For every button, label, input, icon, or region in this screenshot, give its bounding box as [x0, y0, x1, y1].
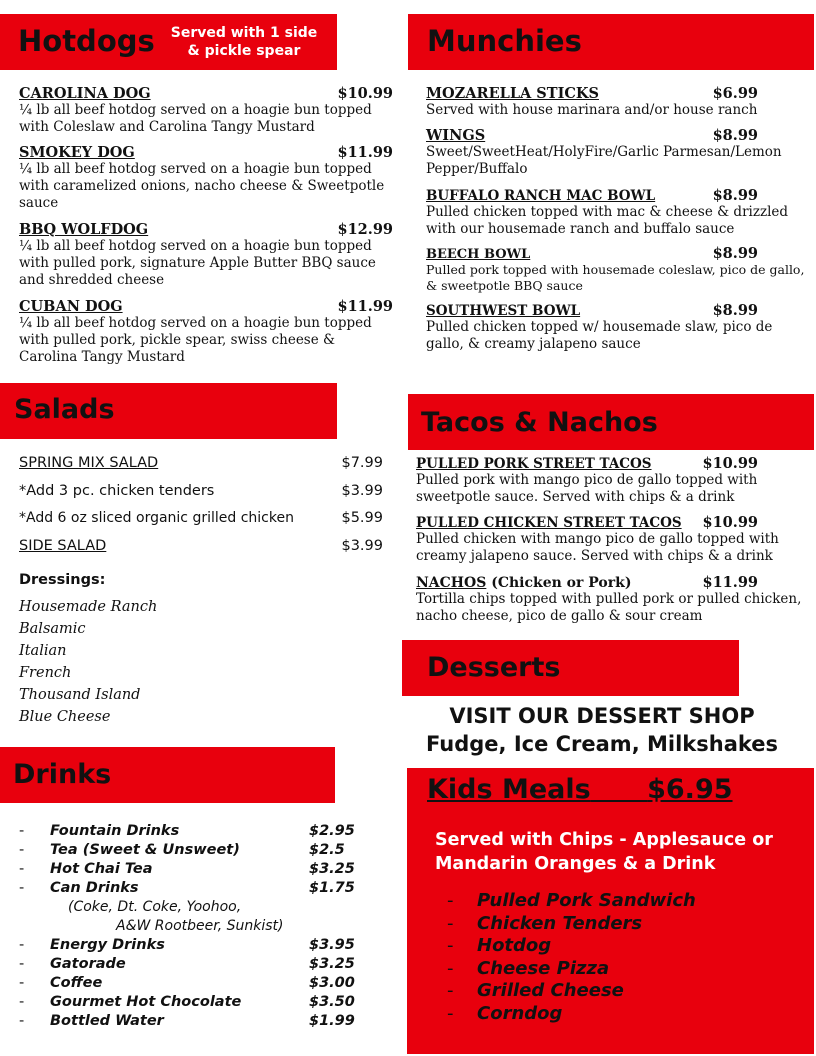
kids-item-label: Cheese Pizza — [477, 957, 610, 979]
menu-item — [416, 574, 808, 625]
item-name: NACHOS — [416, 575, 487, 591]
hotdogs-note-line2: & pickle spear — [187, 43, 301, 59]
item-name: SIDE SALAD — [19, 538, 107, 554]
item-price: $8.99 — [712, 302, 758, 319]
drink-price: $3.25 — [309, 861, 355, 877]
drink-row — [19, 1012, 369, 1031]
salad-row — [19, 538, 383, 572]
kids-item-label: Hotdog — [477, 935, 552, 957]
munchies-banner — [408, 14, 814, 70]
drink-row — [19, 860, 369, 879]
menu-item — [19, 221, 393, 298]
item-name-suffix: (Chicken or Pork) — [486, 575, 632, 591]
item-description: Sweet/SweetHeat/HolyFire/Garlic Parmesan/Lemon Pepper/Buffalo — [426, 144, 782, 177]
drinks-section — [19, 822, 369, 1031]
kids-item — [447, 980, 696, 1003]
kids-item — [447, 1003, 696, 1026]
item-name: *Add 6 oz sliced organic grilled chicken — [19, 510, 294, 526]
drink-row — [19, 955, 369, 974]
menu-item — [416, 514, 808, 574]
kids-title: Kids Meals — [427, 774, 591, 805]
drink-price: $3.50 — [309, 994, 355, 1010]
bullet-dash: - — [19, 861, 25, 877]
item-name: PULLED PORK STREET TACOS — [416, 456, 652, 472]
kids-items — [447, 890, 696, 1026]
item-price: $3.99 — [341, 538, 383, 554]
salads-section — [19, 455, 383, 728]
desserts-info — [402, 702, 802, 758]
kids-subtitle-line1: Served with Chips - Applesauce or — [435, 830, 773, 850]
menu-item — [416, 455, 808, 514]
item-name: SOUTHWEST BOWL — [426, 303, 581, 319]
tacos-section — [416, 455, 808, 625]
item-name: BUFFALO RANCH MAC BOWL — [426, 188, 656, 204]
bullet-dash: - — [447, 912, 454, 934]
kids-item-label: Chicken Tenders — [477, 912, 643, 934]
drink-price: $3.95 — [309, 937, 355, 953]
item-description: ¼ lb all beef hotdog served on a hoagie bun topped with Coleslaw and Carolina Tangy Mustard — [19, 102, 372, 135]
item-description: Pulled chicken topped with mac & cheese & drizzled with our housemade ranch and buffalo sauce — [426, 204, 789, 237]
item-description: Pulled chicken with mango pico de gallo topped with creamy jalapeno sauce. Served with chips & a drink — [416, 531, 779, 564]
salad-row — [19, 510, 383, 538]
drink-price: $1.75 — [309, 880, 355, 896]
tacos-banner — [408, 394, 814, 450]
drink-row — [19, 879, 369, 898]
item-price: $11.99 — [337, 298, 393, 315]
drink-price: $1.99 — [309, 1013, 355, 1029]
salad-row — [19, 483, 383, 510]
drink-row — [19, 993, 369, 1012]
dessert-line1: VISIT OUR DESSERT SHOP — [449, 704, 755, 728]
menu-item — [426, 127, 806, 187]
drink-name: Gatorade — [50, 956, 126, 972]
dressings-label: Dressings: — [19, 572, 106, 588]
bullet-dash: - — [447, 935, 454, 957]
item-price: $8.99 — [712, 245, 758, 262]
menu-item — [19, 298, 393, 366]
item-price: $10.99 — [702, 455, 758, 472]
drinks-title: Drinks — [13, 759, 112, 790]
bullet-dash: - — [19, 956, 25, 972]
item-name: MOZARELLA STICKS — [426, 85, 599, 102]
dressing-item: Housemade Ranch — [19, 599, 158, 615]
item-name: BBQ WOLFDOG — [19, 221, 149, 238]
drink-price: $3.00 — [309, 975, 355, 991]
dressing-item: Blue Cheese — [19, 709, 111, 725]
kids-subtitle-line2: Mandarin Oranges & a Drink — [435, 854, 716, 874]
item-name: PULLED CHICKEN STREET TACOS — [416, 515, 682, 531]
drink-name: Coffee — [50, 975, 103, 991]
hotdogs-note-line1: Served with 1 side — [170, 25, 318, 41]
can-drinks-sub2: A&W Rootbeer, Sunkist) — [116, 918, 284, 934]
item-price: $11.99 — [337, 144, 393, 161]
drink-name: Fountain Drinks — [50, 823, 180, 839]
bullet-dash: - — [19, 823, 25, 839]
item-price: $11.99 — [702, 574, 758, 591]
dressing-item: Balsamic — [19, 621, 86, 637]
bullet-dash: - — [19, 994, 25, 1010]
drinks-banner — [0, 747, 335, 803]
kids-item — [447, 913, 696, 936]
item-description: ¼ lb all beef hotdog served on a hoagie bun topped with caramelized onions, nacho cheese & Sweetpotle sauce — [19, 161, 385, 211]
menu-item — [19, 85, 393, 144]
bullet-dash: - — [19, 1013, 25, 1029]
item-price: $7.99 — [341, 455, 383, 471]
item-name: CUBAN DOG — [19, 298, 123, 315]
drink-price: $2.5 — [309, 842, 345, 858]
munchies-title: Munchies — [427, 24, 582, 58]
hotdogs-note — [164, 24, 324, 60]
tacos-title: Tacos & Nachos — [421, 407, 658, 438]
drink-price: $3.25 — [309, 956, 355, 972]
kids-item — [447, 890, 696, 913]
dressings-list — [19, 596, 383, 728]
item-name: WINGS — [426, 127, 486, 144]
item-name: SPRING MIX SALAD — [19, 455, 159, 471]
bullet-dash: - — [447, 980, 454, 1002]
salads-title: Salads — [14, 394, 115, 425]
nachos-name — [416, 575, 631, 591]
dressing-item: French — [19, 665, 72, 681]
item-description: ¼ lb all beef hotdog served on a hoagie bun topped with pulled pork, pickle spear, swiss cheese & Carolina Tangy Mustard — [19, 315, 372, 365]
drink-name: Tea (Sweet & Unsweet) — [50, 842, 240, 858]
dessert-line2: Fudge, Ice Cream, Milkshakes — [425, 732, 779, 756]
kids-meals-panel — [407, 768, 814, 1054]
drink-row — [19, 974, 369, 993]
desserts-banner — [402, 640, 739, 696]
bullet-dash: - — [19, 842, 25, 858]
bullet-dash: - — [447, 890, 454, 911]
drink-row — [19, 936, 369, 955]
munchies-section — [426, 85, 806, 353]
kids-heading — [427, 774, 733, 805]
bullet-dash: - — [447, 957, 454, 979]
drink-name: Bottled Water — [50, 1013, 164, 1029]
item-price: $3.99 — [341, 483, 383, 499]
item-description: Served with house marinara and/or house ranch — [426, 102, 758, 118]
item-description: Pulled chicken topped w/ housemade slaw, pico de gallo, & creamy jalapeno sauce — [426, 319, 773, 352]
can-drinks-sub1: (Coke, Dt. Coke, Yoohoo, — [68, 899, 242, 915]
kids-item-label: Pulled Pork Sandwich — [477, 890, 696, 911]
menu-item — [19, 144, 393, 221]
drink-row — [19, 841, 369, 860]
kids-item-label: Grilled Cheese — [477, 980, 624, 1002]
item-description: Pulled pork with mango pico de gallo topped with sweetpotle sauce. Served with chips & a drink — [416, 472, 758, 505]
salad-row — [19, 455, 383, 483]
item-description: ¼ lb all beef hotdog served on a hoagie bun topped with pulled pork, signature Apple Butter BBQ sauce and shredded cheese — [19, 238, 376, 288]
menu-item — [426, 302, 806, 353]
item-price: $10.99 — [337, 85, 393, 102]
menu-item — [426, 245, 806, 302]
item-name: BEECH BOWL — [426, 247, 531, 262]
desserts-title: Desserts — [427, 652, 561, 683]
item-price: $6.99 — [712, 85, 758, 102]
kids-price: $6.95 — [647, 774, 733, 805]
salads-banner — [0, 383, 337, 439]
menu-item — [426, 187, 806, 245]
item-description: Tortilla chips topped with pulled pork or pulled chicken, nacho cheese, pico de gallo & sour cream — [416, 591, 802, 624]
item-price: $5.99 — [341, 510, 383, 526]
item-price: $8.99 — [712, 127, 758, 144]
drink-price: $2.95 — [309, 823, 355, 839]
item-price: $12.99 — [337, 221, 393, 238]
hotdogs-section — [19, 85, 393, 366]
bullet-dash: - — [447, 1002, 454, 1024]
hotdogs-banner — [0, 14, 337, 70]
hotdogs-title: Hotdogs — [18, 24, 155, 58]
kids-item — [447, 958, 696, 981]
drink-row — [19, 822, 369, 841]
item-name: *Add 3 pc. chicken tenders — [19, 483, 215, 499]
item-description: Pulled pork topped with housemade coleslaw, pico de gallo, & sweetpotle BBQ sauce — [426, 262, 805, 293]
drink-name: Energy Drinks — [50, 937, 165, 953]
dressing-item: Thousand Island — [19, 687, 141, 703]
bullet-dash: - — [19, 975, 25, 991]
kids-item — [447, 935, 696, 958]
item-price: $10.99 — [702, 514, 758, 531]
drink-name: Hot Chai Tea — [50, 861, 153, 877]
bullet-dash: - — [19, 880, 25, 896]
item-price: $8.99 — [712, 187, 758, 204]
menu-item — [426, 85, 806, 127]
item-name: CAROLINA DOG — [19, 85, 151, 102]
bullet-dash: - — [19, 937, 25, 953]
item-name: SMOKEY DOG — [19, 144, 135, 161]
kids-item-label: Corndog — [477, 1002, 563, 1024]
drink-name: Can Drinks — [50, 880, 139, 896]
kids-subtitle — [435, 828, 773, 876]
dressing-item: Italian — [19, 643, 67, 659]
drink-name: Gourmet Hot Chocolate — [50, 994, 242, 1010]
